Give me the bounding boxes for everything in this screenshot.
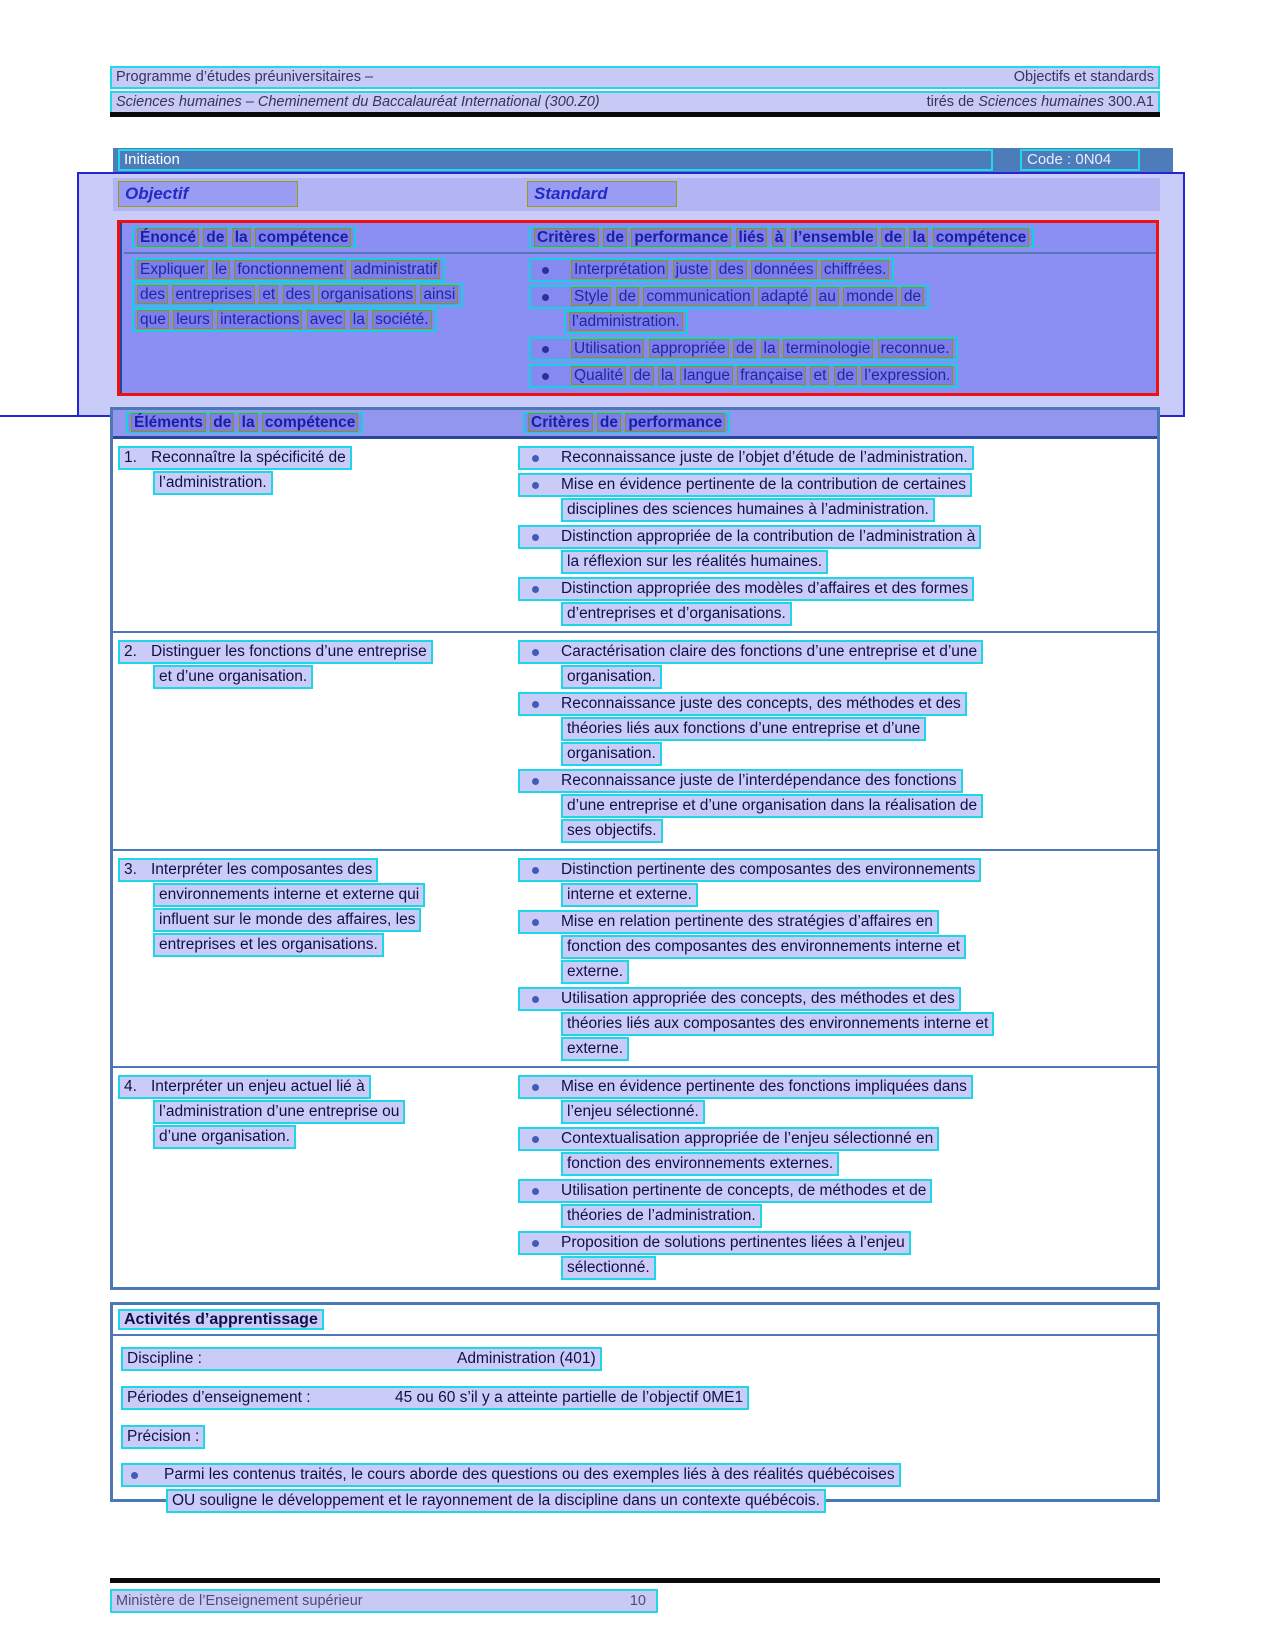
enonce-header-cell <box>127 228 529 248</box>
word-box: de <box>881 228 905 247</box>
element-line: et d’une organisation. <box>153 665 313 689</box>
bullet-text: Utilisation appropriée des concepts, des méthodes et des <box>561 990 955 1007</box>
objective-standard-region <box>77 172 1185 417</box>
enonce-competence-inner <box>120 223 1156 393</box>
enonce-header <box>132 227 356 248</box>
bullet-first-line <box>518 1179 932 1203</box>
activites-body <box>113 1336 1157 1513</box>
bullet-text: Contextualisation appropriée de l’enjeu sélectionné en <box>561 1130 934 1147</box>
enonce-line <box>132 258 445 282</box>
bullet-text: Parmi les contenus traités, le cours aborde des questions ou des exemples liés à des réalités québécoises <box>164 1466 895 1483</box>
bullet-first-line <box>121 1463 901 1487</box>
element-text: Reconnaître la spécificité de <box>151 449 346 466</box>
word-box: Critères <box>528 413 593 432</box>
word-box: appropriée <box>649 339 729 358</box>
activites-apprentissage-box <box>110 1302 1160 1509</box>
bullet-icon <box>532 649 539 656</box>
course-code: Code : 0N04 <box>1020 149 1140 171</box>
elements-rows <box>113 439 1157 1285</box>
word-box: de <box>597 413 621 432</box>
discipline-label: Discipline : <box>127 1350 202 1367</box>
header-right-1: Objectifs et standards <box>1013 69 1154 85</box>
element-cell <box>113 857 518 1064</box>
bullet-text: Utilisation pertinente de concepts, de méthodes et de <box>561 1182 927 1199</box>
word-box: monde <box>843 287 896 306</box>
enonce-competence-box <box>117 220 1159 396</box>
word-box: de <box>616 287 639 306</box>
bullet-first-line <box>529 258 894 282</box>
bullet-item <box>518 769 1157 843</box>
region-border-extension <box>0 415 77 417</box>
competence-row <box>113 439 1157 631</box>
header-line-2 <box>110 91 1160 114</box>
precision-row <box>121 1424 1157 1450</box>
discipline-value: Administration (401) <box>457 1350 596 1367</box>
page-number: 10 <box>629 1593 646 1609</box>
word-box: chiffrées. <box>821 260 890 279</box>
bullet-continuation-line: OU souligne le développement et le rayonnement de la discipline dans un contexte québécois. <box>166 1489 826 1513</box>
precision-bullet <box>121 1463 1157 1513</box>
element-first-line <box>118 640 433 664</box>
word-box: française <box>737 366 806 385</box>
word-box: interactions <box>217 310 302 329</box>
running-header <box>110 66 1160 116</box>
elements-competence-table <box>110 407 1160 1290</box>
bullet-text <box>571 260 889 280</box>
element-text: Distinguer les fonctions d’une entreprise <box>151 643 427 660</box>
bullet-continuation-line: externe. <box>561 1037 629 1061</box>
element-line: l’administration d’une entreprise ou <box>153 1100 405 1124</box>
bullet-continuation-line: d’une entreprise et d’une organisation dans la réalisation de <box>561 794 983 818</box>
bullet-icon <box>532 996 539 1003</box>
word-box: entreprises <box>172 285 255 304</box>
word-box: administratif <box>351 260 441 279</box>
bullet-item <box>518 1075 1157 1124</box>
word-box: communication <box>643 287 753 306</box>
program-subtitle: Sciences humaines – Cheminement du Baccalauréat International (300.Z0) <box>116 94 600 110</box>
word-box: ainsi <box>420 285 458 304</box>
word-box: juste <box>673 260 712 279</box>
bullet-first-line <box>518 1075 973 1099</box>
precision-label: Précision : <box>121 1425 205 1449</box>
bullet-first-line <box>518 858 981 882</box>
bullet-icon <box>532 1136 539 1143</box>
bullet-item <box>518 858 1157 907</box>
word-box: performance <box>631 228 731 247</box>
bullet-icon <box>532 455 539 462</box>
bullet-first-line <box>518 987 961 1011</box>
word-box: terminologie <box>783 339 873 358</box>
bullet-text: Mise en évidence pertinente de la contribution de certaines <box>561 476 966 493</box>
bullet-text: Distinction pertinente des composantes des environnements <box>561 861 976 878</box>
word-box: de <box>901 287 924 306</box>
page-footer <box>110 1589 658 1613</box>
periodes-row <box>121 1385 1157 1411</box>
word-box: Style <box>571 287 611 306</box>
word-box: la <box>909 228 928 247</box>
item-number: 4. <box>124 1078 137 1095</box>
item-number: 1. <box>124 449 137 466</box>
bullet-icon <box>532 701 539 708</box>
bullet-first-line <box>529 337 958 361</box>
discipline-line <box>121 1347 602 1371</box>
element-text: Interpréter les composantes des <box>151 861 373 878</box>
word-box: de <box>603 228 627 247</box>
word-box: Éléments <box>131 413 206 432</box>
criteres-ensemble-header <box>529 227 1034 248</box>
enonce-header-row <box>124 226 1156 254</box>
bullet-text: Mise en relation pertinente des stratégies d’affaires en <box>561 913 933 930</box>
item-number: 3. <box>124 861 137 878</box>
word-box: Expliquer <box>137 260 208 279</box>
bullet-continuation-line: organisation. <box>561 742 662 766</box>
header-right-2-suffix: 300.A1 <box>1104 94 1154 110</box>
criteres-header-cell <box>523 413 1157 433</box>
bullet-first-line <box>518 473 972 497</box>
objective-standard-band <box>113 178 1160 211</box>
item-number: 2. <box>124 643 137 660</box>
word-box: société. <box>372 310 431 329</box>
activites-header-row <box>113 1305 1157 1336</box>
word-box: Interprétation <box>571 260 668 279</box>
word-box: des <box>283 285 314 304</box>
bullet-icon <box>532 1084 539 1091</box>
bullet-item <box>529 285 1156 334</box>
word-box: adapté <box>758 287 811 306</box>
bullet-item <box>121 1463 1157 1513</box>
word-box: la <box>232 228 251 247</box>
bullet-first-line <box>518 910 939 934</box>
course-title-bar <box>113 148 1173 172</box>
bullet-first-line <box>518 769 963 793</box>
criteria-cell <box>518 1074 1157 1283</box>
enonce-body-row <box>124 254 1156 391</box>
word-box: Qualité <box>571 366 626 385</box>
word-box: de <box>210 413 234 432</box>
bullet-icon <box>532 482 539 489</box>
bullet-text: Distinction appropriée des modèles d’affaires et des formes <box>561 580 969 597</box>
bullet-icon <box>532 867 539 874</box>
bullet-continuation-line: l’enjeu sélectionné. <box>561 1100 705 1124</box>
word-box: la <box>761 339 779 358</box>
bullet-first-line <box>529 285 929 309</box>
bullet-text: Mise en évidence pertinente des fonctions impliquées dans <box>561 1078 967 1095</box>
word-box: et <box>259 285 278 304</box>
bullet-text: Reconnaissance juste de l’interdépendance des fonctions <box>561 772 957 789</box>
competence-row <box>113 631 1157 849</box>
bullet-item <box>518 910 1157 984</box>
bullet-continuation-line <box>564 310 688 334</box>
bullet-item <box>529 364 1156 388</box>
program-title: Programme d’études préuniversitaires – <box>116 69 374 85</box>
bullet-text <box>571 287 924 307</box>
element-cell <box>113 445 518 629</box>
bullet-first-line <box>518 577 974 601</box>
word-box: le <box>212 260 230 279</box>
bullet-icon <box>542 346 549 353</box>
element-line: entreprises et les organisations. <box>153 933 384 957</box>
objective-heading: Objectif <box>118 181 298 207</box>
criteria-cell <box>518 445 1157 629</box>
bullet-text: Distinction appropriée de la contribution de l’administration à <box>561 528 976 545</box>
bullet-continuation-line: externe. <box>561 960 629 984</box>
word-box: de <box>203 228 227 247</box>
bullet-first-line <box>518 1231 911 1255</box>
bullet-continuation-line: théories de l’administration. <box>561 1204 762 1228</box>
bullet-item <box>529 337 1156 361</box>
word-box: organisations <box>318 285 416 304</box>
bullet-icon <box>532 778 539 785</box>
bullet-first-line <box>518 1127 939 1151</box>
bullet-continuation-line: fonction des composantes des environnements interne et <box>561 935 966 959</box>
bullet-first-line <box>518 640 983 664</box>
bullet-text: Caractérisation claire des fonctions d’une entreprise et d’une <box>561 643 978 660</box>
footer-ministry: Ministère de l’Enseignement supérieur <box>116 1593 363 1609</box>
word-box: l’expression. <box>861 366 953 385</box>
bullet-continuation-line: organisation. <box>561 665 662 689</box>
element-line: d’une organisation. <box>153 1125 296 1149</box>
bullet-icon <box>532 1240 539 1247</box>
bullet-icon <box>532 919 539 926</box>
bullet-text: Reconnaissance juste de l’objet d’étude de l’administration. <box>561 449 968 466</box>
word-box: leurs <box>173 310 213 329</box>
word-box: de <box>733 339 756 358</box>
bullet-item <box>518 446 1157 470</box>
element-first-line <box>118 1075 371 1099</box>
competence-row <box>113 1066 1157 1285</box>
criteres-ensemble-header-cell <box>529 228 1156 248</box>
word-box: compétence <box>262 413 358 432</box>
word-box: fonctionnement <box>234 260 346 279</box>
bullet-icon <box>532 1188 539 1195</box>
header-right-2 <box>927 93 1154 112</box>
word-box: avec <box>307 310 346 329</box>
bullet-text <box>571 339 953 359</box>
word-box: l’ensemble <box>791 228 877 247</box>
bullet-item <box>518 473 1157 522</box>
bullet-continuation-line: théories liés aux fonctions d’une entreprise et d’une <box>561 717 926 741</box>
bullet-item <box>529 258 1156 282</box>
bullet-icon <box>542 267 549 274</box>
bullet-text <box>571 366 953 386</box>
bullet-continuation-line: théories liés aux composantes des environnements interne et <box>561 1012 994 1036</box>
word-box: des <box>716 260 747 279</box>
header-line-1 <box>110 66 1160 89</box>
word-box: la <box>658 366 676 385</box>
elements-header-cell <box>121 413 523 433</box>
bullet-text: Proposition de solutions pertinentes liées à l’enjeu <box>561 1234 905 1251</box>
discipline-row <box>121 1346 1157 1372</box>
bullet-item <box>518 987 1157 1061</box>
bullet-item <box>518 1127 1157 1176</box>
bullet-continuation-line: ses objectifs. <box>561 819 663 843</box>
bullet-item <box>518 1231 1157 1280</box>
word-box: langue <box>680 366 733 385</box>
bullet-item <box>518 577 1157 626</box>
header-rule <box>110 112 1160 117</box>
word-box: à <box>772 228 787 247</box>
word-box: Utilisation <box>571 339 644 358</box>
word-box: performance <box>625 413 725 432</box>
word-box: Énoncé <box>137 228 199 247</box>
bullet-first-line <box>529 364 958 388</box>
enonce-line <box>132 283 463 307</box>
activites-header: Activités d’apprentissage <box>118 1309 324 1330</box>
word-box: de <box>834 366 857 385</box>
word-box: Critères <box>534 228 599 247</box>
word-box: liés <box>736 228 768 247</box>
bullet-continuation-line: la réflexion sur les réalités humaines. <box>561 550 828 574</box>
header-right-2-italic: Sciences humaines <box>978 94 1104 110</box>
bullet-first-line <box>518 446 974 470</box>
bullet-icon <box>542 294 549 301</box>
bullet-continuation-line: interne et externe. <box>561 883 698 907</box>
course-title: Initiation <box>118 149 993 171</box>
bullet-icon <box>532 534 539 541</box>
criteria-cell <box>518 857 1157 1064</box>
bullet-continuation-line: d’entreprises et d’organisations. <box>561 602 792 626</box>
criteres-header <box>523 412 730 433</box>
element-cell <box>113 639 518 847</box>
enonce-line <box>132 308 437 332</box>
word-box: la <box>350 310 368 329</box>
word-box: la <box>239 413 258 432</box>
bullet-continuation-line: disciplines des sciences humaines à l’administration. <box>561 498 935 522</box>
word-box: des <box>137 285 168 304</box>
bullet-first-line <box>518 692 967 716</box>
enonce-statement <box>127 257 529 391</box>
bullet-icon <box>542 373 549 380</box>
word-box: compétence <box>255 228 351 247</box>
competence-row <box>113 849 1157 1066</box>
element-line: influent sur le monde des affaires, les <box>153 908 421 932</box>
word-box: données <box>751 260 816 279</box>
word-box: que <box>137 310 169 329</box>
element-first-line <box>118 446 352 470</box>
periodes-label: Périodes d’enseignement : <box>127 1389 311 1406</box>
bullet-icon <box>532 586 539 593</box>
element-cell <box>113 1074 518 1283</box>
bullet-first-line <box>518 525 981 549</box>
header-right-2-prefix: tirés de <box>926 94 979 110</box>
element-line: environnements interne et externe qui <box>153 883 425 907</box>
periodes-value: 45 ou 60 s’il y a atteinte partielle de l’objectif 0ME1 <box>395 1389 744 1406</box>
bullet-continuation-line: fonction des environnements externes. <box>561 1152 839 1176</box>
bullet-text: Reconnaissance juste des concepts, des méthodes et des <box>561 695 961 712</box>
elements-header-row <box>113 410 1157 439</box>
word-box: reconnue. <box>878 339 953 358</box>
bullet-item <box>518 525 1157 574</box>
elements-header <box>126 412 363 433</box>
bullet-item <box>518 692 1157 766</box>
criteres-ensemble-list <box>529 257 1156 391</box>
footer-rule <box>110 1578 1160 1583</box>
word-box: au <box>816 287 839 306</box>
periodes-line <box>121 1386 749 1410</box>
bullet-continuation-line: sélectionné. <box>561 1256 656 1280</box>
standard-heading: Standard <box>527 181 677 207</box>
word-box: l’administration. <box>569 312 683 331</box>
word-box: compétence <box>933 228 1029 247</box>
element-line: l’administration. <box>153 471 273 495</box>
element-first-line <box>118 858 378 882</box>
bullet-icon <box>131 1472 138 1479</box>
bullet-item <box>518 640 1157 689</box>
bullet-item <box>518 1179 1157 1228</box>
word-box: et <box>810 366 829 385</box>
element-text: Interpréter un enjeu actuel lié à <box>151 1078 365 1095</box>
criteria-cell <box>518 639 1157 847</box>
word-box: de <box>630 366 653 385</box>
